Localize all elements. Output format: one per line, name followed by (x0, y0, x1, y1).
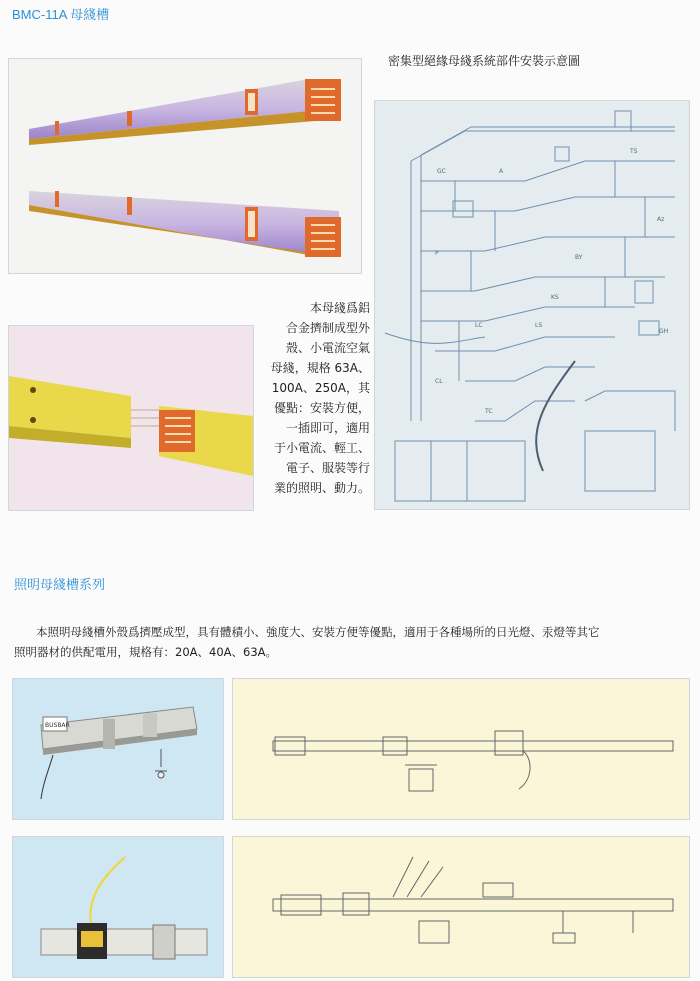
installation-diagram (375, 101, 689, 509)
label-gc: GC (437, 168, 446, 175)
desc-line: 一插即可，適用 (285, 421, 370, 435)
label-tc: TC (485, 408, 493, 415)
label-lc: LC (475, 322, 483, 329)
lower-plug (305, 217, 341, 257)
label-gh: GH (659, 328, 669, 335)
installation-diagram-panel (374, 100, 690, 510)
lighting-busbar-sketch-2 (232, 836, 690, 978)
busbar-photo-panel (8, 58, 362, 274)
busbar-description (258, 298, 370, 498)
diagram-caption: 密集型絕緣母綫系統部件安裝示意圖 (388, 54, 581, 68)
lighting-busbar-photo-2 (12, 836, 224, 978)
lower-busbar (29, 191, 339, 255)
label-by: BY (575, 254, 583, 261)
desc-line: 母綫，規格 63A、 (270, 361, 370, 375)
desc-line: 殼、小電流空氣 (285, 341, 370, 355)
upper-plug (305, 79, 341, 121)
desc-line: 本母綫爲鋁 (309, 301, 370, 315)
label-ks: KS (551, 294, 559, 301)
section2-paragraph-line1: 本照明母綫槽外殼爲擠壓成型，具有體積小、強度大、安裝方便等優點，適用于各種場所的日光燈、汞燈等其它 (36, 625, 600, 639)
label-ts: TS (630, 148, 638, 155)
label-cl: CL (435, 378, 443, 385)
section2-paragraph-line2: 照明器材的供配電用，規格有：20A、40A、63A。 (14, 645, 277, 659)
desc-line: 電子、服裝等行 (285, 461, 370, 475)
plug-head (159, 410, 195, 452)
desc-line: 于小電流、輕工、 (273, 441, 370, 455)
label-ls: LS (535, 322, 543, 329)
label-p: P (435, 250, 439, 257)
desc-line: 優點：安裝方便， (273, 401, 370, 415)
lighting-busbar-sketch-1 (232, 678, 690, 820)
desc-line: 合金擠制成型外 (285, 321, 370, 335)
section2-title: 照明母綫槽系列 (14, 577, 106, 592)
plug-closeup-photo (9, 326, 253, 510)
label-a: A (499, 168, 504, 175)
section1-title: BMC-11A 母綫槽 (12, 7, 110, 22)
desc-line: 業的照明、動力。 (273, 481, 370, 495)
busbar-photo (9, 59, 361, 273)
label-az: Az (657, 216, 665, 223)
desc-line: 100A、250A，其 (271, 381, 370, 395)
plug-closeup-panel (8, 325, 254, 511)
lighting-busbar-photo-1 (12, 678, 224, 820)
busbar-brand-label: BUSBAR (45, 722, 70, 729)
